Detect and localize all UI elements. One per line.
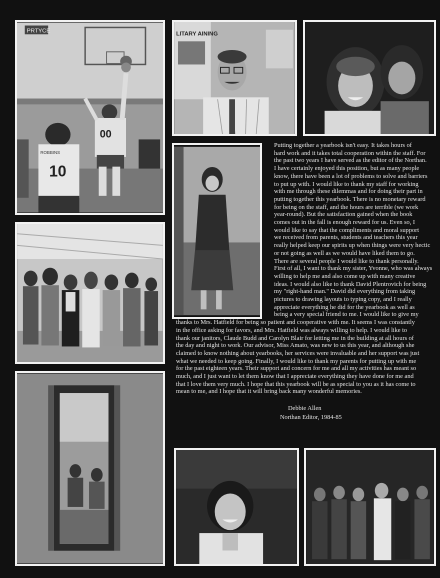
letter-line: the day and night to work. Our advisor, Miss Amato, was new to us this year, and although she — [176, 342, 415, 350]
poster-text: LITARY AINING — [176, 31, 218, 38]
letter-line: mean to me, and I hope that it will bring back many wonderful memories. — [176, 388, 362, 396]
teacher-scene — [174, 22, 295, 134]
photo-teacher-glasses — [172, 20, 297, 136]
letter-line: thank our janitors, Claude Budd and Carolyn Blair for letting me in the building at all hours of — [176, 334, 414, 342]
letter-line: willing to help me and also come up with many creative — [274, 272, 416, 280]
letter-line: First of all, I want to thank my sister, Yvonne, who was always — [274, 265, 433, 273]
letter-line: in the office asking for favors, and Mrs. Hatfield was always willing to help. I would like to — [176, 326, 408, 334]
letter-line: being a very special friend to me. I would like to give my — [274, 311, 419, 319]
group-scene — [17, 224, 163, 362]
letter-line: hard work and it takes total cooperation within the staff. For — [274, 149, 426, 157]
photo-basketball-game — [15, 20, 165, 215]
letter-line: my "right-hand man." David did everything from taking — [274, 288, 416, 296]
letter-line: I have certainly enjoyed this position, but as many people — [274, 165, 420, 173]
letter-line: claimed to know nothing about yearbooks, her services were invaluable and her support was just — [176, 349, 420, 357]
jersey-number-front: 10 — [49, 163, 67, 181]
photo-window-doorway — [15, 371, 165, 566]
letter-line: ideas. I would also like to thank David Plentrovich for being — [274, 280, 427, 288]
letter-line: year-round). But the satisfaction gained when the book — [274, 211, 413, 219]
letter-line: that I love them very much. I hope that this yearbook will be as special to you as it has come to — [176, 380, 416, 388]
letter-line: comes out in the fall is enough reward for us. Even so, I — [274, 219, 415, 226]
letter-line: would like to say that the compliments and moral support — [274, 226, 419, 234]
photo-smiling-girl — [174, 448, 299, 566]
letter-line: to put up with. I would like to thank my staff for working — [274, 180, 419, 188]
photo-event-group — [304, 448, 436, 566]
girls-scene — [305, 22, 434, 134]
smiling-girl-scene — [176, 450, 297, 564]
basketball-scene — [17, 22, 163, 213]
shirt-text: ROBBINS — [40, 150, 61, 155]
letter-line: we received from parents, students and teachers this year — [274, 234, 418, 242]
letter-line: what we needed to keep going. Finally, I would like to thank my parents for putting up with me — [176, 357, 417, 365]
letter-line: for the past eighteen years. Their support and concern for me and all my activities has meant so — [176, 365, 417, 373]
jersey-number-back: 00 — [99, 128, 112, 141]
banner-text: PRTYCE — [26, 28, 51, 35]
letter-line: the past two years I have served as the editor of the Northan. — [274, 157, 427, 165]
signature-title: Northan Editor, 1984-85 — [280, 414, 342, 422]
letter-line: or not going as well as we would have liked them to go. — [274, 249, 415, 257]
letter-line: thanks to Mrs. Hatfield for being so patient and cooperative with me. It seems I was constantly — [176, 319, 415, 327]
editor-letter — [176, 142, 438, 442]
letter-line: There are several people I would like to thank personally. — [274, 257, 419, 265]
letter-line: for being on the staff, and the hours are terrible (we work — [274, 203, 419, 211]
letter-line: much, and I just want to let them know that I appreciate everything they have done for me and — [176, 373, 414, 380]
window-scene — [17, 373, 163, 564]
photo-group-women — [15, 222, 165, 364]
letter-line: with me through these dilemmas and for doing their part in — [274, 188, 423, 196]
letter-line: appreciate everything he did for the yearbook as well as — [274, 303, 415, 311]
signature-name: Debbie Allen — [288, 405, 322, 413]
event-group-scene — [306, 450, 434, 564]
group-figures — [23, 268, 158, 348]
letter-line: putting together this yearbook. There is no monetary reward — [274, 195, 426, 203]
letter-line: really helped keep our spirits up when things were very hectic — [274, 242, 431, 250]
photo-two-girls — [303, 20, 436, 136]
letter-line: pictures to drawing layouts to typing copy, and I really — [274, 296, 412, 303]
letter-line: Putting together a yearbook isn't easy. It takes hours of — [274, 142, 412, 149]
letter-line: know, there have been a lot of problems to solve and barriers — [274, 172, 428, 180]
